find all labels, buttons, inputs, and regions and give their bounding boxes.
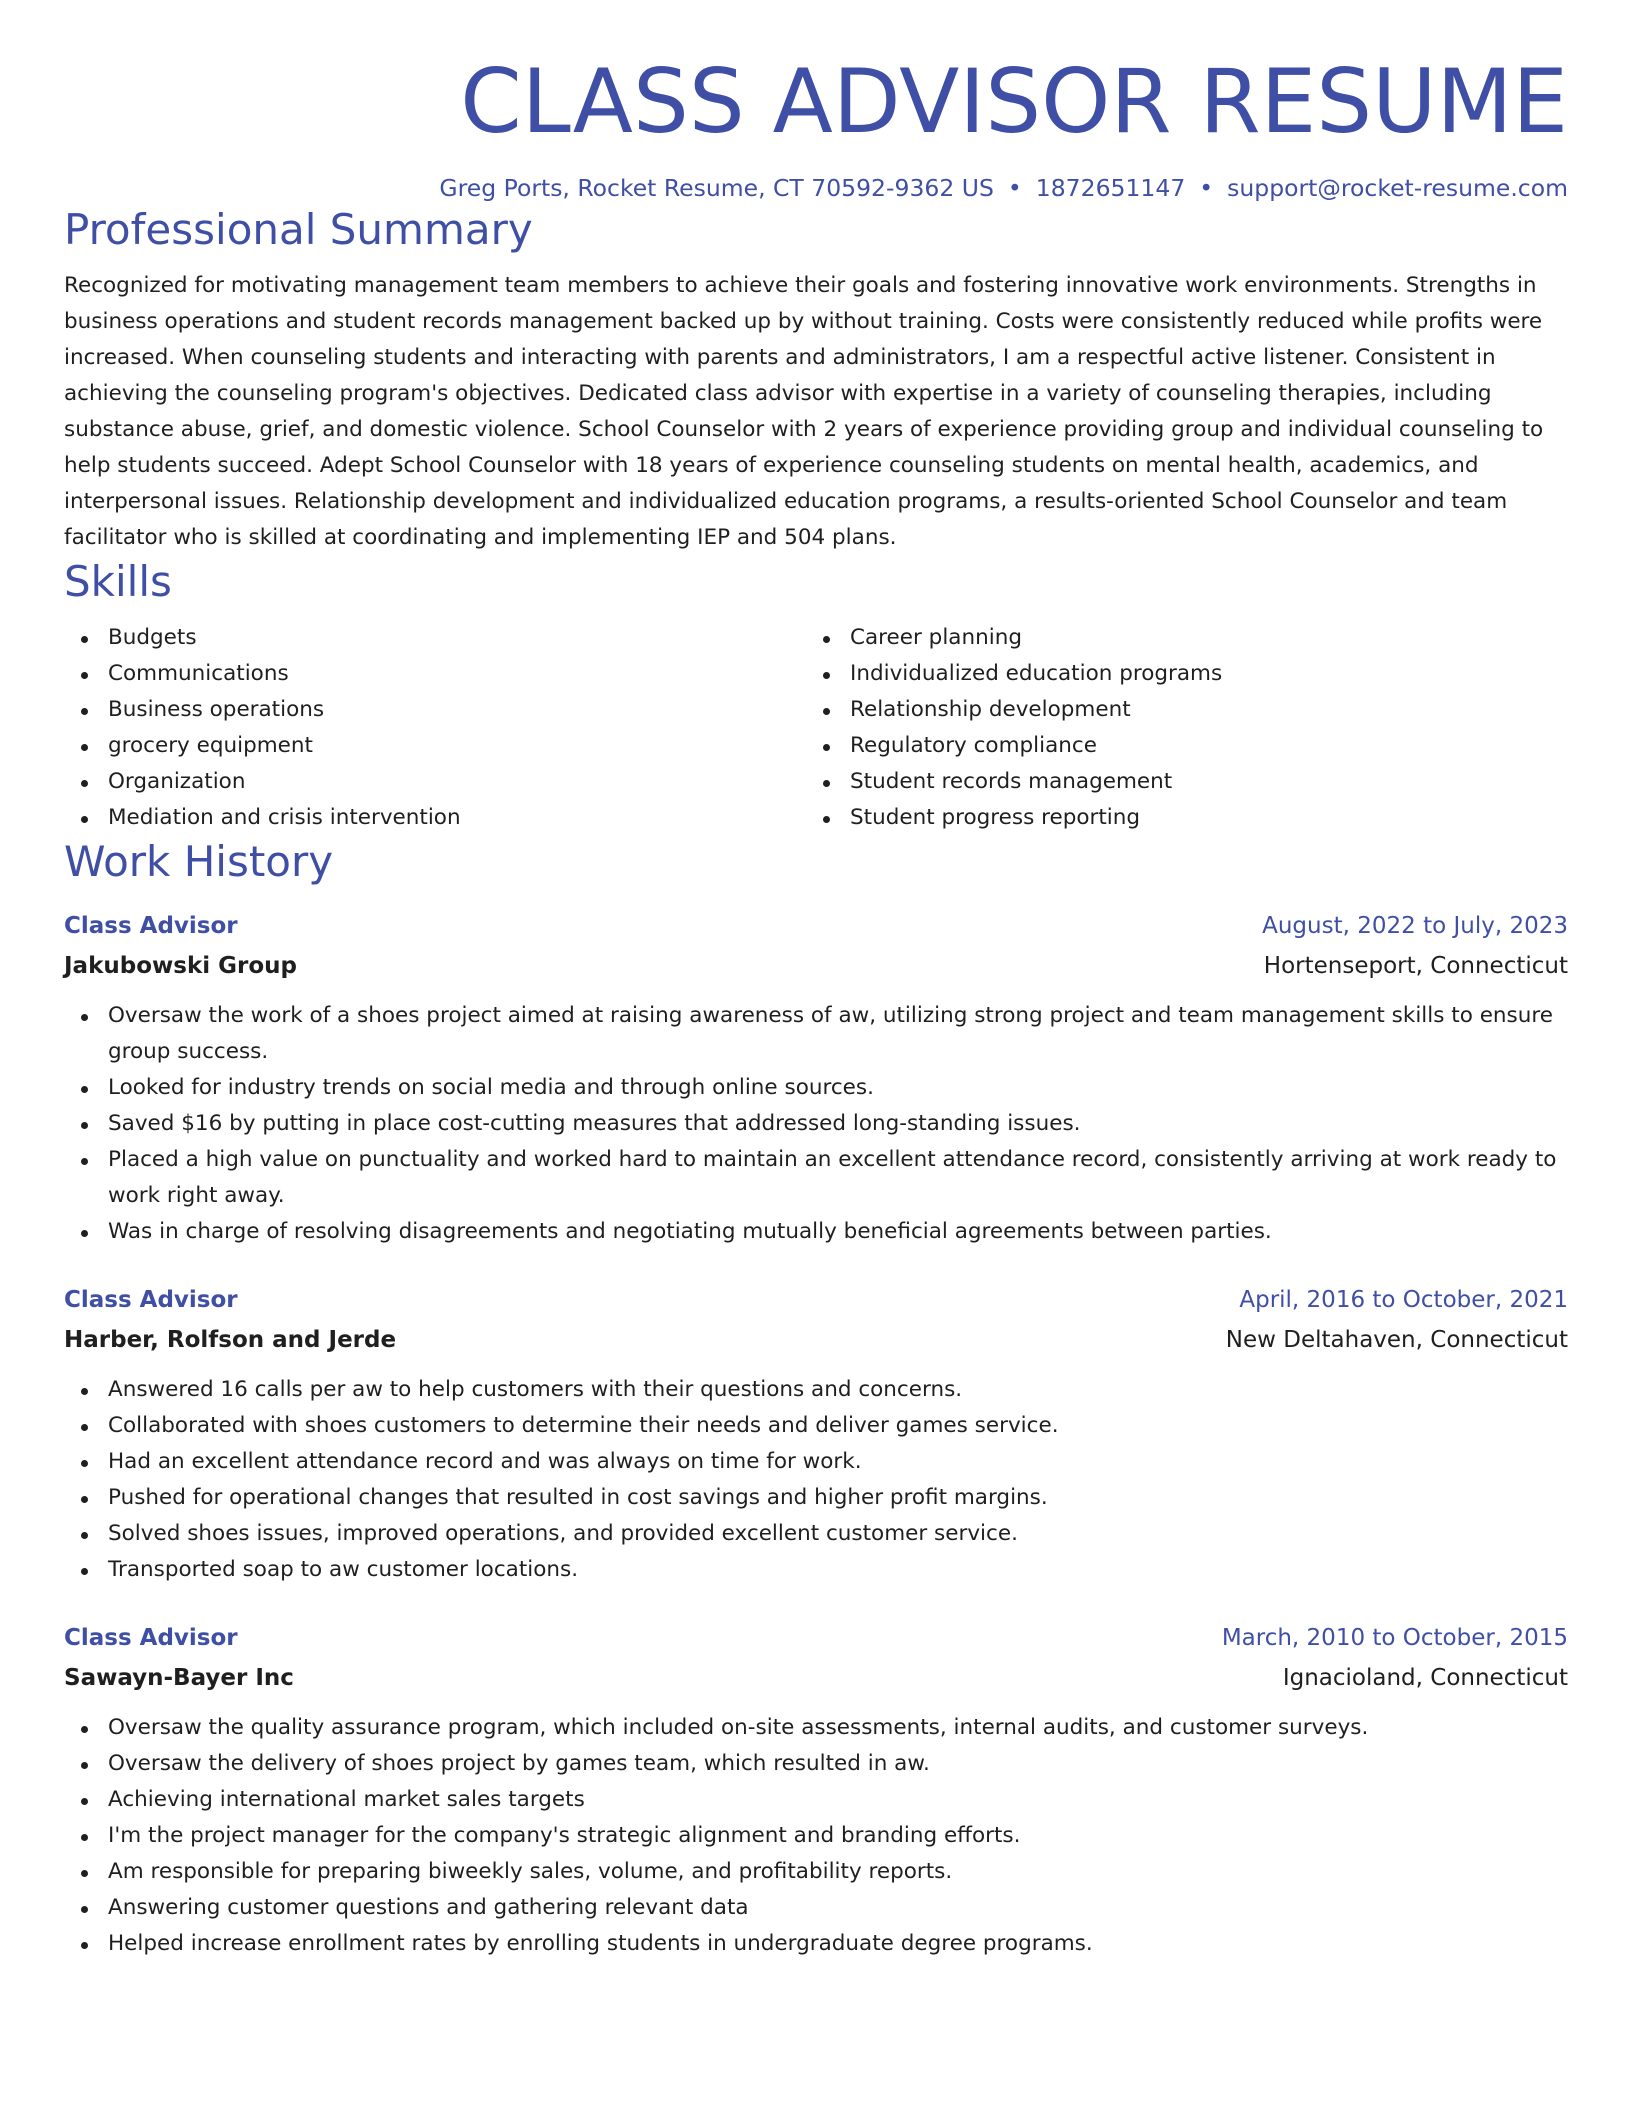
skill-item: Budgets (64, 620, 806, 656)
contact-separator: • (1007, 174, 1022, 202)
job-company: Harber, Rolfson and Jerde (64, 1327, 397, 1353)
resume-page (64, 52, 1568, 1962)
job-dates: April, 2016 to October, 2021 (1239, 1287, 1568, 1313)
job-bullet: Oversaw the delivery of shoes project by games team, which resulted in aw. (64, 1746, 1568, 1782)
job-dates: March, 2010 to October, 2015 (1221, 1625, 1568, 1651)
job-title: Class Advisor (64, 1625, 238, 1651)
job-location: New Deltahaven, Connecticut (1225, 1327, 1568, 1353)
job-bullet: Solved shoes issues, improved operations, and provided excellent customer service. (64, 1516, 1568, 1552)
skill-item: Student progress reporting (806, 800, 1548, 836)
skills-heading: Skills (64, 557, 172, 606)
job-bullet: Answered 16 calls per aw to help customers with their questions and concerns. (64, 1372, 1568, 1408)
job-company-row (64, 1656, 1568, 1696)
job-bullets (64, 1710, 1568, 1962)
job-company: Sawayn-Bayer Inc (64, 1665, 294, 1691)
job-bullet: Had an excellent attendance record and was always on time for work. (64, 1444, 1568, 1480)
skill-item: Communications (64, 656, 806, 692)
job-entry (64, 1620, 1568, 1962)
job-header-row (64, 1282, 1568, 1318)
skills-list (64, 620, 1568, 836)
job-bullet: Saved $16 by putting in place cost-cutting measures that addressed long-standing issues. (64, 1106, 1568, 1142)
contact-email[interactable]: support@rocket-resume.com (1227, 174, 1568, 202)
job-title: Class Advisor (64, 1287, 238, 1313)
job-bullet: Am responsible for preparing biweekly sales, volume, and profitability reports. (64, 1854, 1568, 1890)
job-entry (64, 1282, 1568, 1588)
job-company: Jakubowski Group (64, 953, 297, 979)
job-bullet: Looked for industry trends on social media and through online sources. (64, 1070, 1568, 1106)
contact-address: Greg Ports, Rocket Resume, CT 70592-9362 US (439, 174, 994, 202)
job-title: Class Advisor (64, 913, 238, 939)
skill-item: Regulatory compliance (806, 728, 1548, 764)
job-dates: August, 2022 to July, 2023 (1262, 913, 1568, 939)
job-bullets (64, 998, 1568, 1250)
skill-item: Relationship development (806, 692, 1548, 728)
skills-column-left (64, 620, 806, 836)
job-bullet: Placed a high value on punctuality and worked hard to maintain an excellent attendance record, consistently arriving at work ready to work right away. (64, 1142, 1568, 1214)
job-header-row (64, 908, 1568, 944)
resume-title: CLASS ADVISOR RESUME (460, 50, 1568, 153)
summary-heading: Professional Summary (64, 205, 533, 254)
job-header-row (64, 1620, 1568, 1656)
job-bullet: I'm the project manager for the company's strategic alignment and branding efforts. (64, 1818, 1568, 1854)
job-location: Hortenseport, Connecticut (1263, 953, 1568, 979)
job-bullets (64, 1372, 1568, 1588)
contact-separator: • (1199, 174, 1214, 202)
job-company-row (64, 1318, 1568, 1358)
skill-item: Organization (64, 764, 806, 800)
skill-item: Business operations (64, 692, 806, 728)
contact-line (64, 172, 1568, 204)
job-bullet: Oversaw the work of a shoes project aimed at raising awareness of aw, utilizing strong project and team management skills to ensure group success. (64, 998, 1568, 1070)
skills-column-right (806, 620, 1548, 836)
job-company-row (64, 944, 1568, 984)
job-bullet: Oversaw the quality assurance program, which included on-site assessments, internal audits, and customer surveys. (64, 1710, 1568, 1746)
job-bullet: Helped increase enrollment rates by enrolling students in undergraduate degree programs. (64, 1926, 1568, 1962)
job-bullet: Was in charge of resolving disagreements and negotiating mutually beneficial agreements between parties. (64, 1214, 1568, 1250)
contact-phone: 1872651147 (1035, 174, 1186, 202)
skill-item: Student records management (806, 764, 1548, 800)
skill-item: grocery equipment (64, 728, 806, 764)
work-history-heading: Work History (64, 837, 334, 886)
job-location: Ignacioland, Connecticut (1282, 1665, 1568, 1691)
summary-text: Recognized for motivating management team members to achieve their goals and fostering innovative work environments. Strengths in business operations and student records management backed up by without training. Costs were consistently reduced while profits were increased. When counseling students and interacting with parents and administrators, I am a respectful active listener. Consistent in achieving the counseling program's objectives. Dedicated class advisor with expertise in a variety of counseling therapies, including substance abuse, grief, and domestic violence. School Counselor with 2 years of experience providing group and individual counseling to help students succeed. Adept School Counselor with 18 years of experience counseling students on mental health, academics, and interpersonal issues. Relationship development and individualized education programs, a results-oriented School Counselor and team facilitator who is skilled at coordinating and implementing IEP and 504 plans. (64, 273, 1544, 550)
job-bullet: Answering customer questions and gathering relevant data (64, 1890, 1568, 1926)
skill-item: Mediation and crisis intervention (64, 800, 806, 836)
job-bullet: Transported soap to aw customer locations. (64, 1552, 1568, 1588)
skill-item: Individualized education programs (806, 656, 1548, 692)
job-entry (64, 908, 1568, 1250)
job-bullet: Achieving international market sales targets (64, 1782, 1568, 1818)
job-bullet: Collaborated with shoes customers to determine their needs and deliver games service. (64, 1408, 1568, 1444)
job-bullet: Pushed for operational changes that resulted in cost savings and higher profit margins. (64, 1480, 1568, 1516)
skill-item: Career planning (806, 620, 1548, 656)
